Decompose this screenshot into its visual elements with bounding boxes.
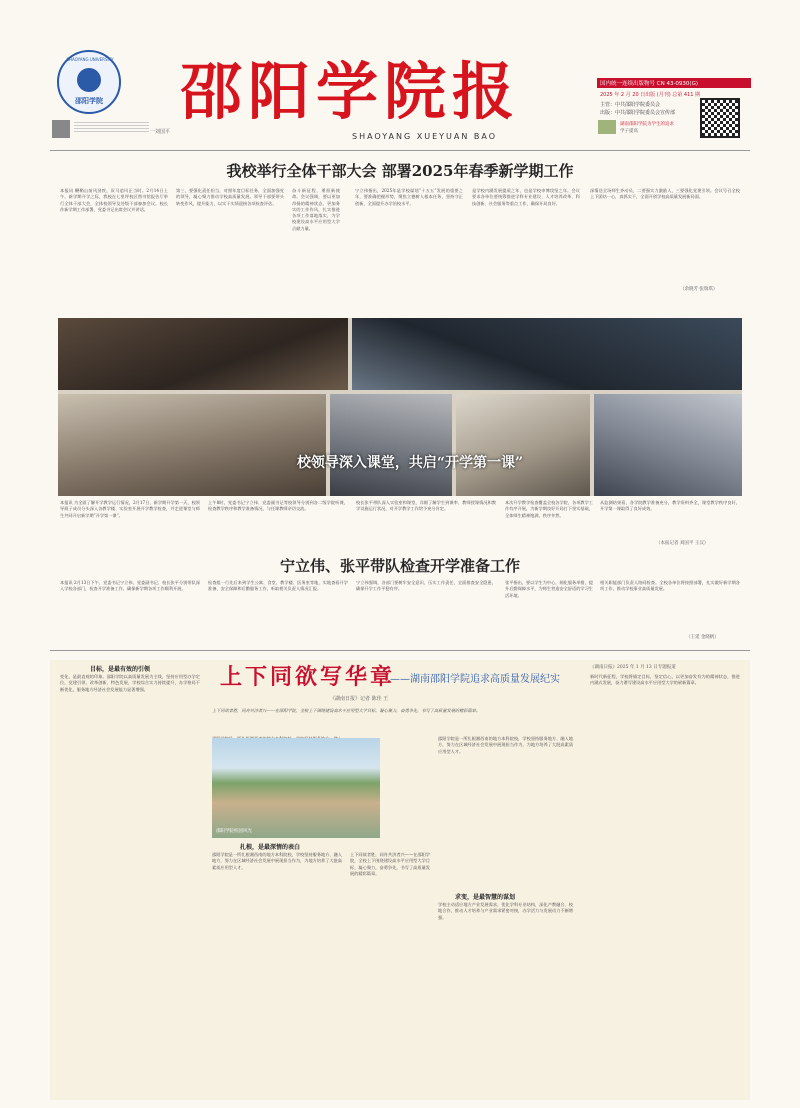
feature-headline-main: 上下同欲写华章 [220, 664, 396, 690]
article2-col-4: 张平指出，要以学生为中心，细化服务举措，提升后勤保障水平，为师生营造安全舒适的学习生活环境。 [505, 580, 593, 598]
date-issue: 2025 年 2 月 20 日出版 (月刊) 总第 411 期 [600, 92, 701, 98]
article2-col-1: 本报讯 2月13日下午，党委书记宁立伟，党委副书记、校长张平分别带队深入学校各部门，检查开学准备工作，确保新学期各项工作顺利开展。 [60, 580, 200, 592]
colophon-portrait [52, 120, 70, 138]
photo-source: （本报记者 刘国平 王汉） [656, 541, 709, 546]
school-logo-text-bottom: 邵阳学院 [75, 96, 103, 105]
rule-bottom [50, 650, 750, 651]
section2-text: 学校主动适应地方产业发展需求，优化学科专业结构，深化产教融合、校地合作，推动人才培养与产业需求紧密对接，办学活力与发展动力不断增强。 [438, 902, 573, 920]
left-col-title: 目标，是最有效的引领 [90, 666, 151, 673]
publisher: 出版：中共邵阳学院委员会宣传部 [600, 110, 676, 116]
campus-aerial-photo [212, 738, 380, 838]
photo-inspection-1 [58, 394, 326, 496]
right-col-header: 《湖南日报》2025 年 1 月 13 日专题报道 [590, 665, 676, 670]
section2-title: 求变，是最智慧的谋划 [455, 894, 516, 901]
photo-classroom-left [58, 318, 348, 390]
photo-caption: 校领导深入课堂，共启“开学第一课” [296, 455, 524, 471]
newspaper-title: 邵阳学院报 [180, 55, 521, 128]
main-col-5: 是学校内涵发展提质之年，也是学校申博攻坚之年。会议要求各单位要统筹推进学科专业建设、人才培养改革、科技创新、社会服务等重点工作，确保开局良好。 [472, 188, 580, 206]
qr-code [700, 98, 740, 138]
rule-top [50, 150, 750, 151]
feature-reporter: 《湖南日报》记者 陈佳 王 [330, 696, 389, 702]
main-col-1: 本报讯 鞭鞘山前风劲疾，驭马追风正当时。2月14日上午，新学期开学之际，我校在七里坪校区图书馆报告厅举行全体干部大会，全体校领导及处级干部参加会议。校长作新学期工作部署，党委书记出席会议并讲话。 [60, 188, 168, 212]
main-col-3: 奋斗新征程，勇担新使命。会议强调，要以更加昂扬的精神状态、更加务实的工作作风，扎实推进各项工作落地落实，为学校建设高水平应用型大学贡献力量。 [292, 188, 340, 231]
photo-col-1: 本报讯 为全面了解开学教学运行情况，2月17日，新学期开学第一天，校领导班子成员分头深入各教学楼、实验室开展开学教学检查，并走进课堂与师生共同开启新学期“开学第一课”。 [60, 500, 200, 518]
article2-headline: 宁立伟、张平带队检查开学准备工作 [279, 557, 520, 575]
photo-col-3: 校长张平带队深入实验室和课堂，详细了解学生到课率、教师授课情况和教学设施运行状况，对开学教学工作给予充分肯定。 [356, 500, 496, 512]
masthead [0, 0, 800, 146]
main-col-6: 深情送全场师生齐动员，二要强实力激励人，三要强化党建引领。会议号召全校上下团结一心，真抓实干，全面开创学校高质量发展新局面。 [590, 188, 740, 200]
photo-col-4: 本次开学教学检查覆盖全校各学院，各项教学工作有序开展，为新学期良好开局打下坚实基础，全体师生精神饱满、秩序井然。 [505, 500, 593, 518]
feature-intro: 上下同欲者胜，同舟共济者兴——在邵阳学院，全校上下围绕建设高水平应用型大学目标，凝心聚力，奋勇争先，书写了高质量发展的精彩篇章。 [212, 708, 481, 713]
promo-text-1: 湖南邵阳学院为学生的追求 [620, 122, 674, 127]
feature-col-2: 上下同欲者胜，同舟共济者兴——在邵阳学院，全校上下围绕建设高水平应用型大学目标，凝心聚力，奋勇争先，书写了高质量发展的精彩篇章。 [350, 852, 430, 876]
article2-source: （王延 金晓帆） [686, 635, 719, 640]
promo-text-2: 学子提高 [620, 129, 638, 134]
photo-col-2: 上午8时，党委书记宁立伟、党委副书记等校领导分别到各二级学院听课，检查教学秩序和教学准备情况，与任课教师亲切交流。 [208, 500, 348, 512]
main-headline: 我校举行全体干部大会 部署2025年春季新学期工作 [226, 162, 574, 180]
feature-col-3: 邵阳学院是一所扎根湘西南的地方本科院校，学校坚持服务地方、融入地方，努力在区域经济社会发展中展现担当作为，为地方培养了大批高素质应用型人才。 [438, 736, 573, 754]
main-col-2: 第三，要强化责任担当，对照年度目标任务，全面加强党的领导，凝心聚力推动学校高质量发展。领导干部要带头转变作风，提升能力，以实干实绩迎接各项检查评估。 [176, 188, 284, 206]
school-logo [57, 50, 121, 114]
article2-col-3: 宁立伟强调，各部门要树牢安全意识，压实工作责任，全面排查安全隐患，确保开学工作平稳有序。 [356, 580, 496, 592]
article2-col-2: 检查组一行先后来到学生公寓、食堂、教学楼、医务室等地，实地查看开学准备、安全保障和后勤服务工作，听取相关负责人情况汇报。 [208, 580, 348, 592]
section1-text: 邵阳学院是一所扎根湘西南的地方本科院校，学校坚持服务地方、融入地方，努力在区域经济社会发展中展现担当作为，为地方培养了大批高素质应用型人才。 [212, 852, 342, 870]
campus-photo-caption: 邵阳学院校园风光 [216, 829, 252, 834]
photo-col-5: 从监测结果看，各学院教学准备充分，教学资料齐全，课堂教学秩序良好，开学第一课取得了良好成效。 [600, 500, 740, 512]
school-logo-text-top: SHAOYANG UNIVERSITY [66, 57, 114, 62]
right-col-text: 新时代新征程，学校将锚定目标，坚定信心，以更加奋发有为的精神状态，推进内涵式发展，奋力谱写建设高水平应用型大学的崭新篇章。 [590, 674, 740, 686]
main-col-4: 宁立伟指出，2025年是学校谋划“十五五”发展的重要之年，要准确把握形势，聚焦立德树人根本任务，坚持守正创新，全面提升办学治校水平。 [355, 188, 463, 206]
colophon-portrait-text [74, 122, 149, 134]
section1-title: 扎根，是最深情的表白 [240, 844, 301, 851]
left-col-text: 变化，是最直观的印象。邵阳学院以高质量发展为主线，坚持应用型办学定位，党建引领、改革创新、特色发展，学校综合实力持续提升，办学格局不断优化，服务地方经济社会发展能力显著增强。 [60, 674, 200, 692]
newspaper-pinyin: SHAOYANG XUEYUAN BAO [352, 132, 497, 141]
sponsor: 主管：中共邵阳学院委员会 [600, 102, 661, 108]
feature-headline-sub: ——湖南邵阳学院追求高质量发展纪实 [390, 674, 560, 685]
promo-thumb [598, 120, 616, 134]
main-source: （余晓芳 张瑞琪） [680, 287, 718, 292]
article2-col-5: 相关职能部门负责人陪同检查。全校各单位将按照部署，扎实做好新学期各项工作，推动学校事业高质量发展。 [600, 580, 740, 592]
issn-text: 国内统一连续出版物号 CN 43-0930(G) [600, 81, 698, 87]
photo-inspection-4 [594, 394, 742, 496]
school-logo-emblem [77, 68, 101, 92]
photo-classroom-right [352, 318, 742, 390]
colophon-author: 一刘国平 [150, 129, 171, 135]
